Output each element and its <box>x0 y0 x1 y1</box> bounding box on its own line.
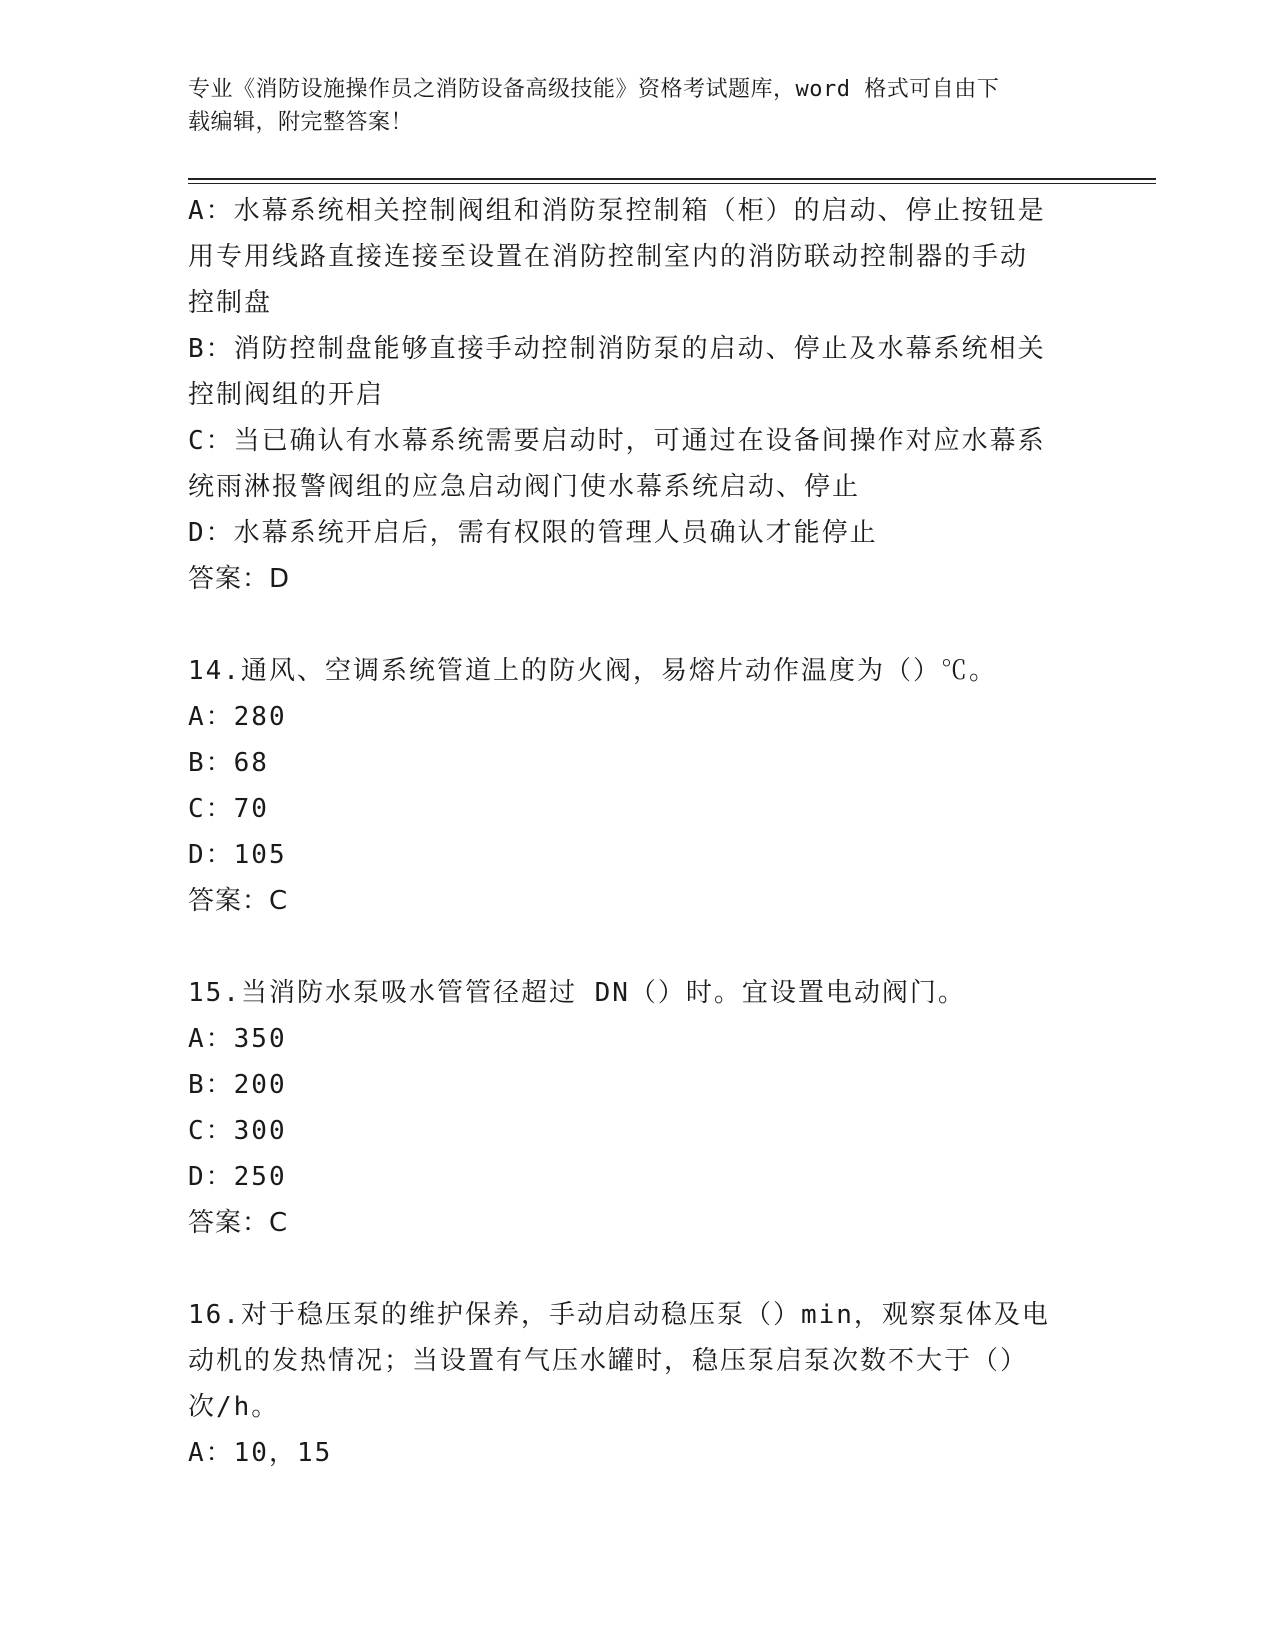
option-a-line-1: A：水幕系统相关控制阀组和消防泵控制箱（柜）的启动、停止按钮是 <box>188 196 1046 226</box>
question-stem-line-3: 次/h。 <box>188 1392 280 1422</box>
option-c: C：70 <box>188 794 269 824</box>
option-a: A：10，15 <box>188 1438 333 1468</box>
question-13 <box>188 188 1088 602</box>
header-line-1: 专业《消防设施操作员之消防设备高级技能》资格考试题库，word 格式可自由下 <box>188 77 1000 102</box>
option-b: B：200 <box>188 1070 287 1100</box>
question-stem-line-2: 动机的发热情况；当设置有气压水罐时，稳压泵启泵次数不大于（） <box>188 1346 1029 1376</box>
option-d: D：250 <box>188 1162 287 1192</box>
option-a-line-2: 用专用线路直接连接至设置在消防控制室内的消防联动控制器的手动 <box>188 242 1029 272</box>
spacer <box>188 1246 1088 1292</box>
option-a: A：350 <box>188 1024 287 1054</box>
document-header <box>188 73 1088 139</box>
header-divider <box>188 178 1156 180</box>
question-content <box>188 188 1088 1476</box>
spacer <box>188 602 1088 648</box>
question-stem: 14.通风、空调系统管道上的防火阀，易熔片动作温度为（）℃。 <box>188 656 997 686</box>
header-line-2: 载编辑，附完整答案！ <box>188 110 414 135</box>
header-divider-thin <box>188 183 1156 184</box>
option-c-line-2: 统雨淋报警阀组的应急启动阀门使水幕系统启动、停止 <box>188 472 861 502</box>
answer: 答案：D <box>188 564 291 594</box>
question-14 <box>188 648 1088 924</box>
option-d: D：水幕系统开启后，需有权限的管理人员确认才能停止 <box>188 518 878 548</box>
question-15 <box>188 970 1088 1246</box>
option-b-line-1: B：消防控制盘能够直接手动控制消防泵的启动、停止及水幕系统相关 <box>188 334 1046 364</box>
option-b-line-2: 控制阀组的开启 <box>188 380 385 410</box>
option-c-line-1: C：当已确认有水幕系统需要启动时，可通过在设备间操作对应水幕系 <box>188 426 1046 456</box>
option-a: A：280 <box>188 702 287 732</box>
question-stem-line-1: 16.对于稳压泵的维护保养，手动启动稳压泵（）min，观察泵体及电 <box>188 1300 1050 1330</box>
spacer <box>188 924 1088 970</box>
option-c: C：300 <box>188 1116 287 1146</box>
answer: 答案：C <box>188 1208 289 1238</box>
question-stem: 15.当消防水泵吸水管管径超过 DN（）时。宜设置电动阀门。 <box>188 978 966 1008</box>
option-a-line-3: 控制盘 <box>188 288 273 318</box>
question-16 <box>188 1292 1088 1476</box>
option-d: D：105 <box>188 840 287 870</box>
answer: 答案：C <box>188 886 289 916</box>
option-b: B：68 <box>188 748 269 778</box>
